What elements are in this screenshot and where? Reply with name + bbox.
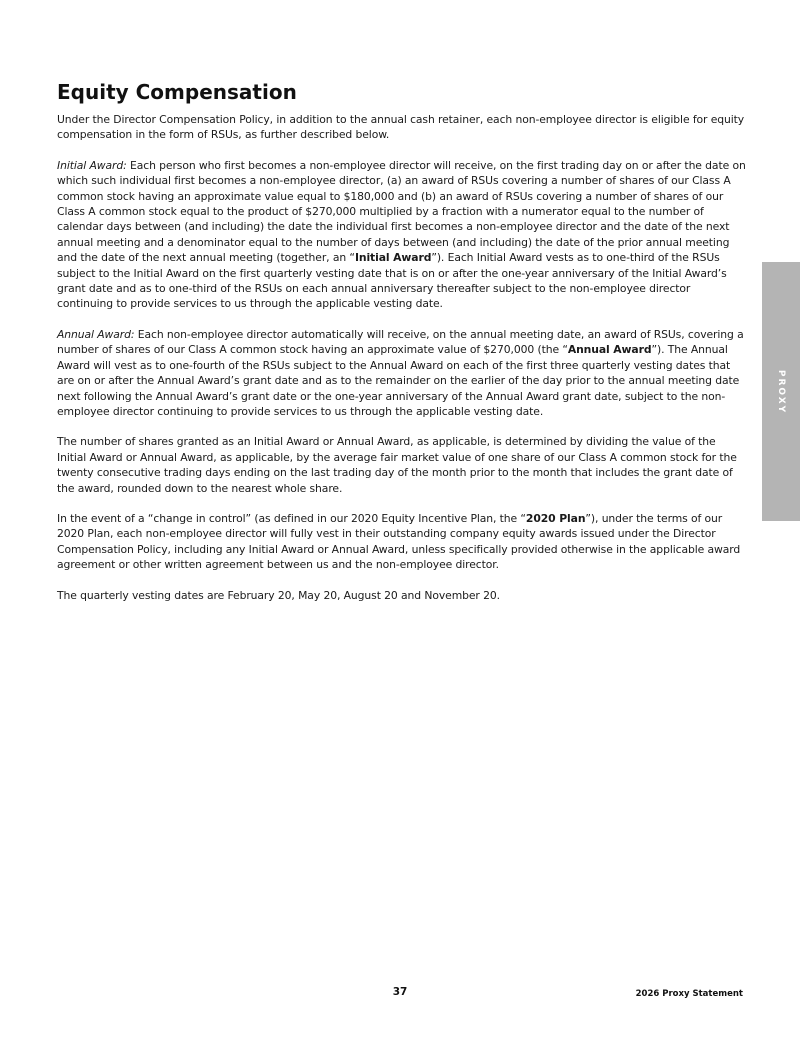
initial-award-paragraph	[57, 158, 747, 312]
annual-award-lead-in: Annual Award:	[57, 327, 135, 341]
annual-award-text-1: Each non-employee director automatically will receive, on the annual meeting date, an award of RSUs, covering a number of shares of our Class A common stock having an approximate value of $270,000 (the “	[57, 327, 744, 357]
page-content	[57, 78, 747, 618]
initial-award-text-1: Each person who first becomes a non-employee director will receive, on the first trading day on or after the date on which such individual first becomes a non-employee director, (a) an award of RSUs covering a number of shares of our Class A common stock having an approximate value equal to $180,000 and (b) an award of RSUs covering a number of shares of our Class A common stock equal to the product of $270,000 multiplied by a fraction with a numerator equal to the number of calendar days between (and including) the date the individual first becomes a non-employee director and the date of the next annual meeting and a denominator equal to the number of days between (and including) the date of the prior annual meeting and the date of the next annual meeting (together, an “	[57, 158, 746, 265]
annual-award-term: Annual Award	[567, 343, 652, 357]
footer-title: 2026 Proxy Statement	[635, 989, 743, 999]
initial-award-lead-in: Initial Award:	[57, 158, 127, 172]
annual-award-paragraph	[57, 327, 747, 419]
initial-award-term: Initial Award	[354, 251, 432, 265]
plan-term: 2020 Plan	[525, 511, 586, 525]
proxy-side-tab	[762, 262, 800, 521]
section-title: Equity Compensation	[57, 80, 297, 104]
share-calculation-paragraph: The number of shares granted as an Initial Award or Annual Award, as applicable, is determined by dividing the value of the Initial Award or Annual Award, as applicable, by the average fair market value of one share of our Class A common stock for the twenty consecutive trading days ending on the last trading day of the month prior to the month that includes the grant date of the award, rounded down to the nearest whole share.	[57, 435, 737, 495]
intro-paragraph: Under the Director Compensation Policy, in addition to the annual cash retainer, each non-employee director is eligible for equity compensation in the form of RSUs, as further described below.	[57, 113, 745, 142]
change-in-control-text-1: In the event of a “change in control” (as defined in our 2020 Equity Incentive Plan, the “	[57, 511, 526, 525]
initial-award-text-2: ”). Each Initial Award vests as to one-third of the RSUs subject to the Initial Award on the first quarterly vesting date that is on or after the one-year anniversary of the Initial Award’s grant date and as to one-third of the RSUs on each annual anniversary thereafter subject to the non-employee director continuing to provide services to us through the applicable vesting date.	[57, 251, 727, 311]
vesting-dates-paragraph: The quarterly vesting dates are February 20, May 20, August 20 and November 20.	[57, 588, 500, 602]
side-tab-label: PROXY	[776, 369, 786, 414]
change-in-control-paragraph	[57, 511, 747, 573]
change-in-control-text-2: ”), under the terms of our 2020 Plan, each non-employee director will fully vest in their outstanding company equity awards issued under the Director Compensation Policy, including any Initial Award or Annual Award, unless specifically provided otherwise in the applicable award agreement or other written agreement between us and the non-employee director.	[57, 511, 741, 572]
annual-award-text-2: ”). The Annual Award will vest as to one-fourth of the RSUs subject to the Annual Award on each of the first three quarterly vesting dates that are on or after the Annual Award’s grant date and as to the remainder on the earlier of the day prior to the annual meeting date next following the Annual Award’s grant date or the one-year anniversary of the Annual Award grant date, subject to the non-employee director continuing to provide services to us through the applicable vesting date.	[57, 343, 740, 418]
page-number: 37	[392, 986, 408, 998]
